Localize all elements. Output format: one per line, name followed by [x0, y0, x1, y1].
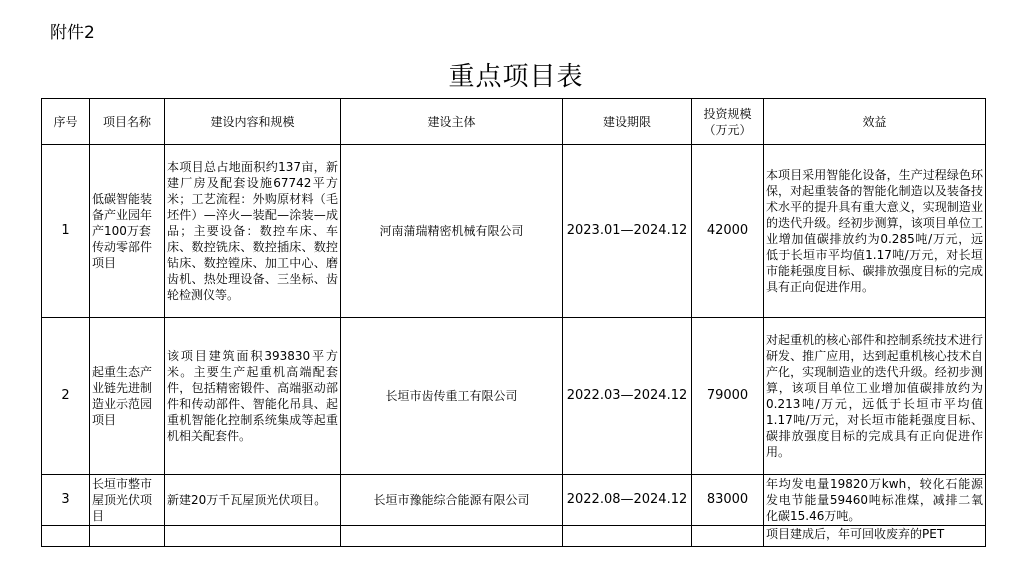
cell-benefit: 对起重机的核心部件和控制系统技术进行研发、推广应用，达到起重机核心技术自产化，实现制造业的迭代升级。经初步测算，该项目单位工业增加值碳排放约为0.213吨/万元，远低于长垣市平均值1.17吨/万元，对长垣市能耗强度目标、碳排放强度目标的完成具有正向促进作用。: [764, 318, 986, 475]
table-row: [42, 475, 986, 526]
cell-no: 2: [42, 318, 90, 475]
col-header-investment: 投资规模（万元）: [692, 99, 764, 145]
attachment-label: 附件2: [50, 23, 95, 43]
cell-benefit: 年均发电量19820万kwh，较化石能源发电节能量59460吨标准煤，减排二氧化碳15.46万吨。: [764, 475, 986, 526]
cell-entity: 长垣市豫能综合能源有限公司: [341, 475, 563, 526]
cell-investment: 83000: [692, 475, 764, 526]
cell-name: 长垣市整市屋顶光伏项目: [90, 475, 165, 526]
table-header-row: [42, 99, 986, 145]
cell-benefit: 项目建成后，年可回收废弃的PET: [764, 526, 986, 547]
page-title: 重点项目表: [448, 62, 584, 92]
cell-period: [563, 526, 692, 547]
cell-content: 本项目总占地面积约137亩，新建厂房及配套设施67742平方米；工艺流程：外购原材料（毛坯件）—淬火—装配—涂装—成品；主要设备：数控车床、车床、数控铣床、数控插床、数控钻床、数控镗床、加工中心、磨齿机、热处理设备、三坐标、齿轮检测仪等。: [165, 145, 341, 318]
cell-name: [90, 526, 165, 547]
cell-content: 该项目建筑面积393830平方米。主要生产起重机高端配套件，包括精密锻件、高端驱动部件和传动部件、智能化吊具、起重机智能化控制系统集成等起重机相关配套件。: [165, 318, 341, 475]
col-header-benefit: 效益: [764, 99, 986, 145]
col-header-entity: 建设主体: [341, 99, 563, 145]
col-header-content: 建设内容和规模: [165, 99, 341, 145]
cell-no: [42, 526, 90, 547]
table-row: [42, 318, 986, 475]
cell-name: 起重生态产业链先进制造业示范园项目: [90, 318, 165, 475]
cell-period: 2022.08—2024.12: [563, 475, 692, 526]
cell-no: 1: [42, 145, 90, 318]
cell-entity: 长垣市齿传重工有限公司: [341, 318, 563, 475]
cell-content: 新建20万千瓦屋顶光伏项目。: [165, 475, 341, 526]
cell-period: 2023.01—2024.12: [563, 145, 692, 318]
cell-investment: [692, 526, 764, 547]
cell-period: 2022.03—2024.12: [563, 318, 692, 475]
col-header-no: 序号: [42, 99, 90, 145]
table-row: [42, 145, 986, 318]
col-header-name: 项目名称: [90, 99, 165, 145]
table-row: [42, 526, 986, 547]
col-header-period: 建设期限: [563, 99, 692, 145]
key-projects-table: [41, 98, 986, 547]
cell-investment: 79000: [692, 318, 764, 475]
cell-entity: 河南蒲瑞精密机械有限公司: [341, 145, 563, 318]
cell-benefit: 本项目采用智能化设备，生产过程绿色环保，对起重装备的智能化制造以及装备技术水平的提升具有重大意义，实现制造业的迭代升级。经初步测算，该项目单位工业增加值碳排放约为0.285吨/万元，远低于长垣市平均值1.17吨/万元，对长垣市能耗强度目标、碳排放强度目标的完成具有正向促进作用。: [764, 145, 986, 318]
cell-no: 3: [42, 475, 90, 526]
cell-investment: 42000: [692, 145, 764, 318]
cell-content: [165, 526, 341, 547]
cell-entity: [341, 526, 563, 547]
cell-name: 低碳智能装备产业园年产100万套传动零部件项目: [90, 145, 165, 318]
